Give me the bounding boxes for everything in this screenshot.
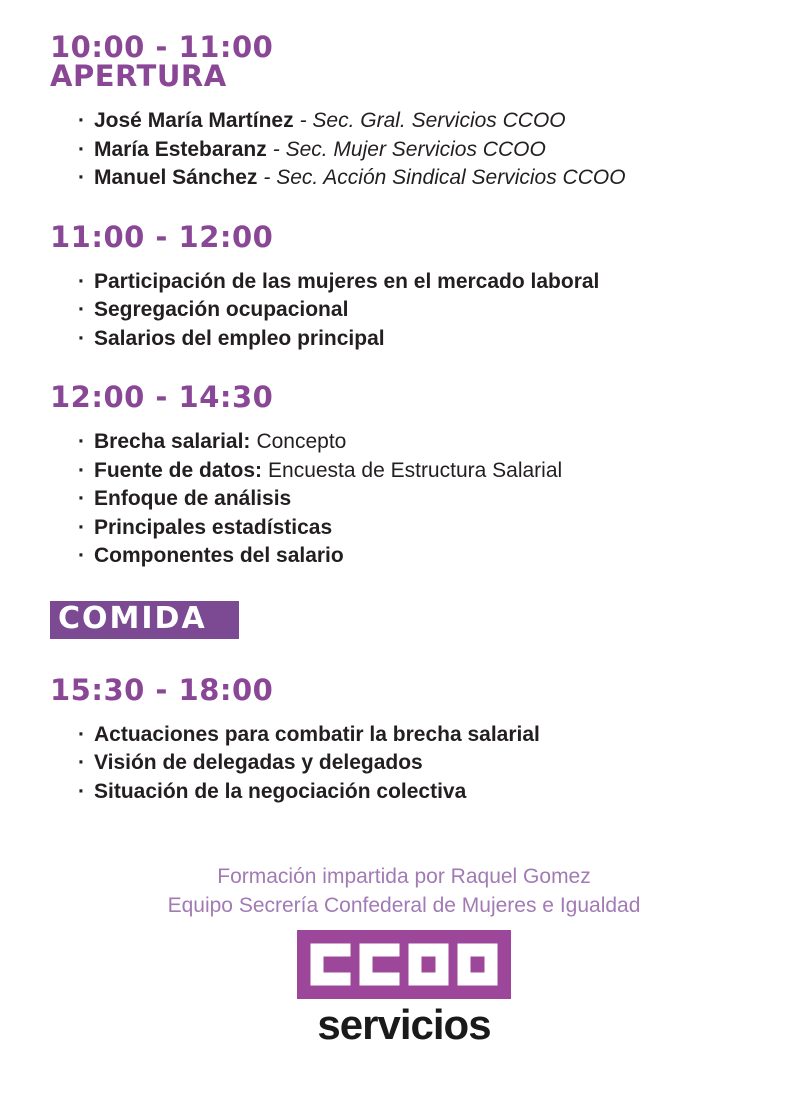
topic-text: Componentes del salario [94,544,344,567]
bullet-icon: · [78,722,85,746]
speaker-name: José María Martínez [94,109,294,132]
bullet-icon: · [78,458,85,482]
section-time: 15:30 - 18:00 [50,672,274,707]
schedule-section-tarde [50,672,758,807]
bullet-icon: · [78,137,85,161]
topic-text: Enfoque de análisis [94,487,292,510]
list-item [78,457,758,486]
topic-list [78,721,758,807]
speaker-name: María Estebaranz [94,137,267,161]
list-item [78,268,758,297]
bullet-icon: · [78,430,85,453]
bullet-icon: · [78,779,85,803]
list-item [78,296,758,325]
topic-detail: Encuesta de Estructura Salarial [268,458,563,482]
bullet-icon: · [78,269,85,293]
bullet-icon: · [78,326,85,350]
bullet-icon: · [78,298,85,321]
bullet-icon: · [78,166,85,189]
list-item [78,428,758,457]
topic-text: Salarios del empleo principal [94,326,385,350]
schedule-section-manana [50,219,758,354]
topic-text: Actuaciones para combatir la brecha salarial [94,722,540,746]
list-item [78,107,758,136]
topic-text: Principales estadísticas [94,515,333,539]
list-item [78,325,758,354]
section-time: 12:00 - 14:30 [50,380,274,414]
list-item [78,542,758,571]
topic-list [78,428,758,571]
bullet-icon: · [78,487,85,510]
list-item [78,136,758,165]
speaker-list [78,107,758,193]
speaker-name: Manuel Sánchez [94,166,258,189]
ccoo-servicios-logo [50,930,758,1047]
topic-text: Segregación ocupacional [94,298,349,321]
topic-label: Brecha salarial: [94,430,251,453]
topic-text: Situación de la negociación colectiva [94,779,467,803]
bullet-icon: · [78,109,85,132]
topic-label: Fuente de datos: [94,458,263,482]
topic-text: Participación de las mujeres en el mercado laboral [94,269,600,293]
topic-text: Visión de delegadas y delegados [94,751,423,774]
schedule-section-apertura [50,30,758,193]
bullet-icon: · [78,515,85,539]
trainer-credit [50,862,758,920]
list-item [78,749,758,778]
list-item [78,721,758,750]
topic-list [78,268,758,354]
trainer-credit-line2: Equipo Secrería Confederal de Mujeres e Igualdad [167,894,641,917]
bullet-icon: · [78,544,85,567]
section-time: 11:00 - 12:00 [50,219,274,254]
speaker-role: - Sec. Mujer Servicios CCOO [272,137,546,161]
topic-detail: Concepto [256,430,347,453]
logo-wordmark: servicios [317,1001,491,1048]
schedule-section-mediodia [50,380,758,571]
list-item [78,164,758,193]
section-time: 10:00 - 11:00 [50,30,274,64]
trainer-credit-line1: Formación impartida por Raquel Gomez [217,865,591,888]
list-item [78,485,758,514]
bullet-icon: · [78,751,85,774]
section-title: APERTURA [50,59,227,93]
list-item [78,514,758,543]
ccoo-logo-icon [297,930,511,999]
speaker-role: - Sec. Gral. Servicios CCOO [299,109,566,132]
speaker-role: - Sec. Acción Sindical Servicios CCOO [263,166,626,189]
list-item [78,778,758,807]
lunch-banner: COMIDA [50,601,239,639]
